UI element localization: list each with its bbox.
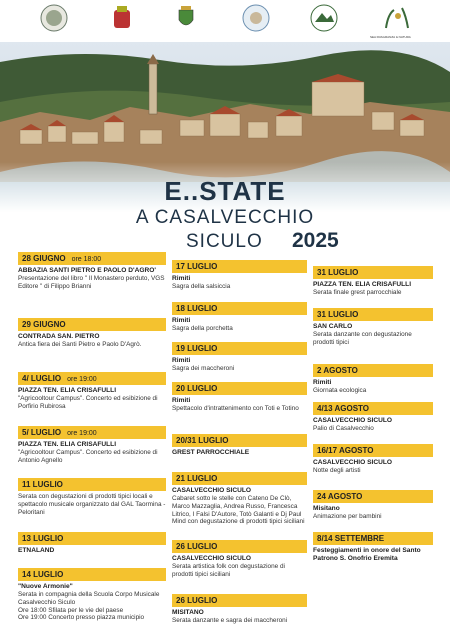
event-date: 14 LUGLIO [18, 568, 166, 581]
event-date: 20 LUGLIO [172, 382, 307, 395]
event-venue: Festeggiamenti in onore del Santo Patrono S. Onofrio Eremita [313, 547, 421, 562]
event-description: "Agricooltour Campus". Concerto ed esibizione di Antonio Agnello [18, 449, 158, 464]
event-item [18, 532, 166, 555]
event-date: 4/13 AGOSTO [313, 402, 433, 415]
event-venue: CASALVECCHIO SICULO [172, 555, 252, 562]
event-date: 4/ LUGLIO ore 19:00 [18, 372, 166, 385]
event-description: Sagra della porchetta [172, 325, 233, 332]
event-description: Presentazione del libro " Il Monastero perduto, VGS Editore " di Filippo Brianni [18, 275, 165, 290]
event-date: 13 LUGLIO [18, 532, 166, 545]
event-item [313, 532, 433, 563]
event-description: Serata danzante con degustazione prodotti tipici [313, 331, 412, 346]
event-date: 28 GIUGNO ore 18:00 [18, 252, 166, 265]
crest-logo-1 [40, 4, 68, 32]
event-item [18, 372, 166, 411]
event-item [172, 260, 307, 291]
event-venue: PIAZZA TEN. ELIA CRISAFULLI [313, 281, 412, 288]
event-schedule-line: Ore 18:00 Sfilata per le vie del paese [18, 606, 124, 614]
event-description: Sagra dei maccheroni [172, 365, 235, 372]
event-subtitle-town: SICULO [186, 231, 263, 252]
event-description: Serata artistica folk con degustazione di prodotti tipici siciliani [172, 563, 285, 578]
event-item [18, 568, 166, 622]
event-date: 2 AGOSTO [313, 364, 433, 377]
event-subtitle: A CASALVECCHIO [135, 207, 315, 228]
event-description: Serata danzante e sagra dei maccheroni [172, 617, 288, 624]
event-date: 26 LUGLIO [172, 594, 307, 607]
event-date: 18 LUGLIO [172, 302, 307, 315]
logo-row [0, 0, 450, 42]
event-item [172, 472, 307, 526]
event-description: Antica fiera dei Santi Pietro e Paolo D'Agrò. [18, 341, 142, 348]
event-date: 19 LUGLIO [172, 342, 307, 355]
event-venue: Rimiti [172, 275, 191, 282]
event-venue: Misitano [313, 505, 340, 512]
event-item [313, 402, 433, 433]
fragranza-logo [378, 4, 418, 32]
event-venue: CASALVECCHIO SICULO [313, 417, 393, 424]
event-date: 5/ LUGLIO ore 19:00 [18, 426, 166, 439]
event-date: 21 LUGLIO [172, 472, 307, 485]
event-venue: SAN CARLO [313, 323, 353, 330]
event-date: 26 LUGLIO [172, 540, 307, 553]
event-description: Giornata ecologica [313, 387, 367, 394]
event-venue: CONTRADA SAN. PIETRO [18, 333, 100, 340]
event-venue: Rimiti [172, 317, 191, 324]
event-date: 8/14 SETTEMBRE [313, 532, 433, 545]
event-item [172, 302, 307, 333]
event-title: E..STATE [164, 176, 286, 206]
event-date: 29 GIUGNO [18, 318, 166, 331]
event-schedule-line: Ore 19:00 Concerto presso piazza municipio [18, 614, 145, 622]
event-venue: ABBAZIA SANTI PIETRO E PAOLO D'AGRO' [18, 267, 156, 274]
event-item [18, 318, 166, 349]
event-item [18, 478, 166, 516]
event-venue: CASALVECCHIO SICULO [313, 459, 393, 466]
event-venue: MISITANO [172, 609, 204, 616]
event-venue: Rimiti [313, 379, 332, 386]
diocese-crest-logo [108, 4, 136, 32]
event-description: Sagra della salsiccia [172, 283, 231, 290]
event-venue: Rimiti [172, 357, 191, 364]
event-item [172, 540, 307, 579]
event-venue: ETNALAND [18, 547, 55, 554]
event-item [313, 490, 433, 521]
event-item [313, 444, 433, 475]
event-description: Serata finale grest parrocchiale [313, 289, 402, 296]
event-date: 11 LUGLIO [18, 478, 166, 491]
municipal-crest-logo [172, 4, 200, 32]
event-date: 31 LUGLIO [313, 308, 433, 321]
association-logo [242, 4, 270, 32]
event-item [313, 364, 433, 395]
event-venue: Rimiti [172, 397, 191, 404]
event-description: Serata con degustazioni di prodotti tipici locali e spettacolo musicale organizzato dal GAL Taormina - Peloritani [18, 493, 166, 516]
event-venue: "Nuove Armonie" [18, 583, 73, 590]
event-item [172, 434, 307, 457]
event-description: Palio di Casalvecchio [313, 425, 374, 432]
event-item [313, 266, 433, 297]
event-year: 2025 [292, 229, 339, 252]
event-item [18, 426, 166, 465]
event-item [172, 382, 307, 413]
event-venue: GREST PARROCCHIALE [172, 449, 250, 456]
event-venue: CASALVECCHIO SICULO [172, 487, 252, 494]
event-description: Serata in compagnia della Scuola Corpo Musicale Casalvecchio Siculo [18, 591, 160, 606]
park-logo [310, 4, 338, 32]
event-description: Cabaret sotto le stelle con Cateno De Clò, Marco Mazzaglia, Andrea Russo, Francesca Litrico, I Falsi D'Autore, Totò Galanti e Dj Paul Mind con degustazione di prodotti tipici siciliani [172, 495, 305, 526]
event-item [18, 252, 166, 291]
event-date: 17 LUGLIO [172, 260, 307, 273]
event-date: 31 LUGLIO [313, 266, 433, 279]
event-date: 20/31 LUGLIO [172, 434, 307, 447]
event-venue: PIAZZA TEN. ELIA CRISAFULLI [18, 387, 117, 394]
logo-caption: SEA FRAGRANZA & NATURA [370, 35, 411, 39]
event-item [313, 308, 433, 347]
event-description: Animazione per bambini [313, 513, 382, 520]
event-date: 16/17 AGOSTO [313, 444, 433, 457]
event-description: Spettacolo d'intrattenimento con Toti e Totino [172, 405, 299, 412]
event-item [172, 342, 307, 373]
event-description: "Agricooltour Campus". Concerto ed esibizione di Porfirio Rubirosa [18, 395, 158, 410]
event-description: Notte degli artisti [313, 467, 361, 474]
event-item [172, 594, 307, 625]
event-venue: PIAZZA TEN. ELIA CRISAFULLI [18, 441, 117, 448]
event-date: 24 AGOSTO [313, 490, 433, 503]
